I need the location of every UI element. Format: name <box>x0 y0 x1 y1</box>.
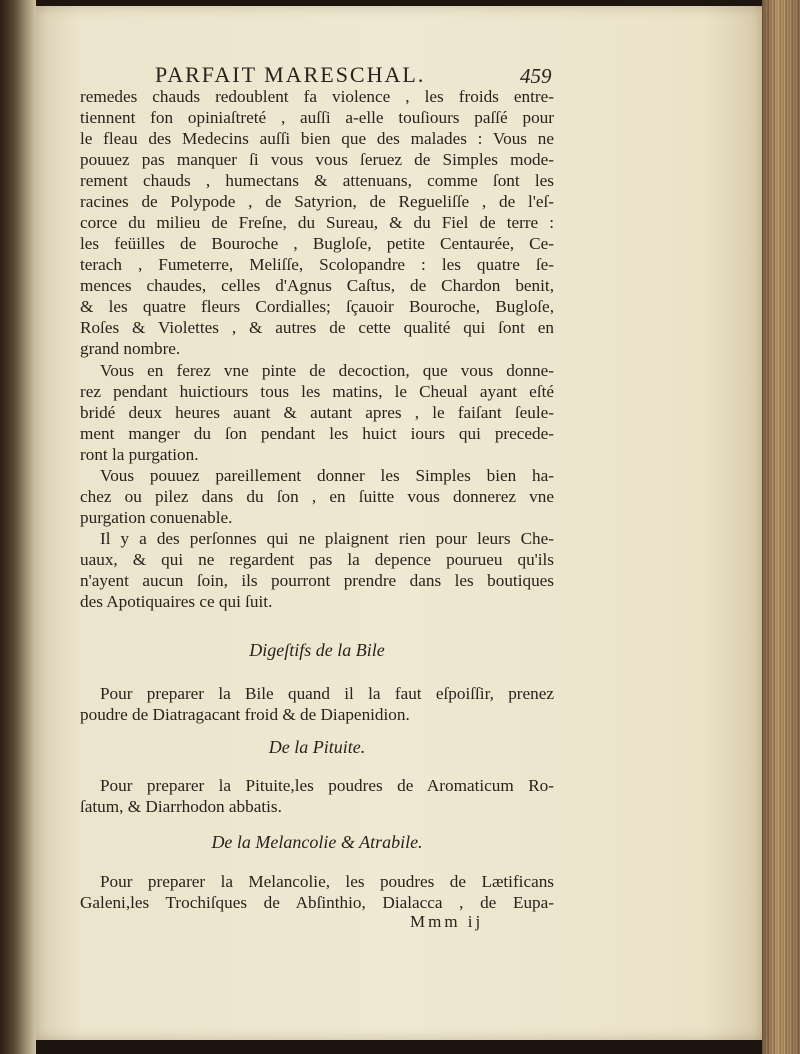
section-heading-pituite: De la Pituite. <box>268 737 366 757</box>
text-line: terach , Fumeterre, Meliſſe, Scolopandre : les quatre ſe- <box>80 255 554 274</box>
text-line: Pour preparer la Bile quand il la faut eſpoiſſir, prenez <box>100 684 554 703</box>
text-line: corce du milieu de Freſne, du Sureau, & du Fiel de terre : <box>80 213 554 232</box>
text-line: bridé deux heures auant & autant apres , le faiſant ſeule- <box>80 403 554 422</box>
running-title: PARFAIT MARESCHAL. <box>155 62 426 87</box>
paragraph-7 <box>80 871 554 913</box>
text-line: n'ayent aucun ſoin, ils pourront prendre dans les boutiques <box>80 571 554 590</box>
text-line: Vous pouuez pareillement donner les Simples bien ha- <box>100 466 554 485</box>
section-heading-melancolie: De la Melancolie & Atrabile. <box>211 832 423 852</box>
text-line: purgation conuenable. <box>80 508 233 527</box>
text-line: ſatum, & Diarrhodon abbatis. <box>80 797 282 816</box>
text-line: & les quatre fleurs Cordialles; ſçauoir Bouroche, Bugloſe, <box>80 297 554 316</box>
text-line: rement chauds , humectans & attenuans, comme ſont les <box>80 171 554 190</box>
paragraph-5 <box>80 683 554 725</box>
paragraph-1 <box>80 86 554 359</box>
text-line: les feüilles de Bouroche , Bugloſe, petite Centaurée, Ce- <box>80 234 554 253</box>
text-line: mences chaudes, celles d'Agnus Caſtus, de Chardon benit, <box>80 276 554 295</box>
text-line: ront la purgation. <box>80 445 199 464</box>
text-line: ment manger du ſon pendant les huict iours qui precede- <box>80 424 554 443</box>
text-line: grand nombre. <box>80 339 181 358</box>
text-line: des Apotiquaires ce qui ſuit. <box>80 592 273 611</box>
text-line: tiennent fon opiniaſtreté , auſſi a-elle touſiours paſſé pour <box>80 108 554 127</box>
text-line: Roſes & Violettes , & autres de cette qualité qui ſont en <box>80 318 554 337</box>
text-line: chez ou pilez dans du ſon , en ſuitte vous donnerez vne <box>80 487 554 506</box>
text-line: pouuez pas manquer ſi vous vous ſeruez de Simples mode- <box>80 150 554 169</box>
signature-mark: Mmm ij <box>410 912 484 931</box>
text-line: Il y a des perſonnes qui ne plaignent rien pour leurs Che- <box>100 529 554 548</box>
section-heading-bile: Digeſtifs de la Bile <box>249 640 385 660</box>
paragraph-6 <box>80 775 554 817</box>
text-line: remedes chauds redoublent fa violence , les froids entre- <box>80 87 554 106</box>
text-line: Pour preparer la Pituite,les poudres de Aromaticum Ro- <box>100 776 554 795</box>
text-line: racines de Polypode , de Satyrion, de Regueliſſe , de l'eſ- <box>80 192 554 211</box>
text-line: Vous en ferez vne pinte de decoction, que vous donne- <box>100 361 554 380</box>
page-edges <box>762 0 800 1054</box>
text-line: rez pendant huictiours tous les matins, le Cheual ayant eſté <box>80 382 554 401</box>
text-line: poudre de Diatragacant froid & de Diapenidion. <box>80 705 410 724</box>
book-gutter <box>0 0 36 1054</box>
paragraph-3 <box>80 465 554 528</box>
paragraph-2 <box>80 360 554 465</box>
text-line: Galeni,les Trochiſques de Abſinthio, Dialacca , de Eupa- <box>80 893 554 912</box>
paragraph-4 <box>80 528 554 612</box>
text-line: uaux, & qui ne regardent pas la depence pourueu qu'ils <box>80 550 554 569</box>
text-line: le fleau des Medecins auſſi bien que des malades : Vous ne <box>80 129 554 148</box>
text-line: Pour preparer la Melancolie, les poudres de Lætificans <box>100 872 554 891</box>
page-number: 459 <box>520 64 552 88</box>
